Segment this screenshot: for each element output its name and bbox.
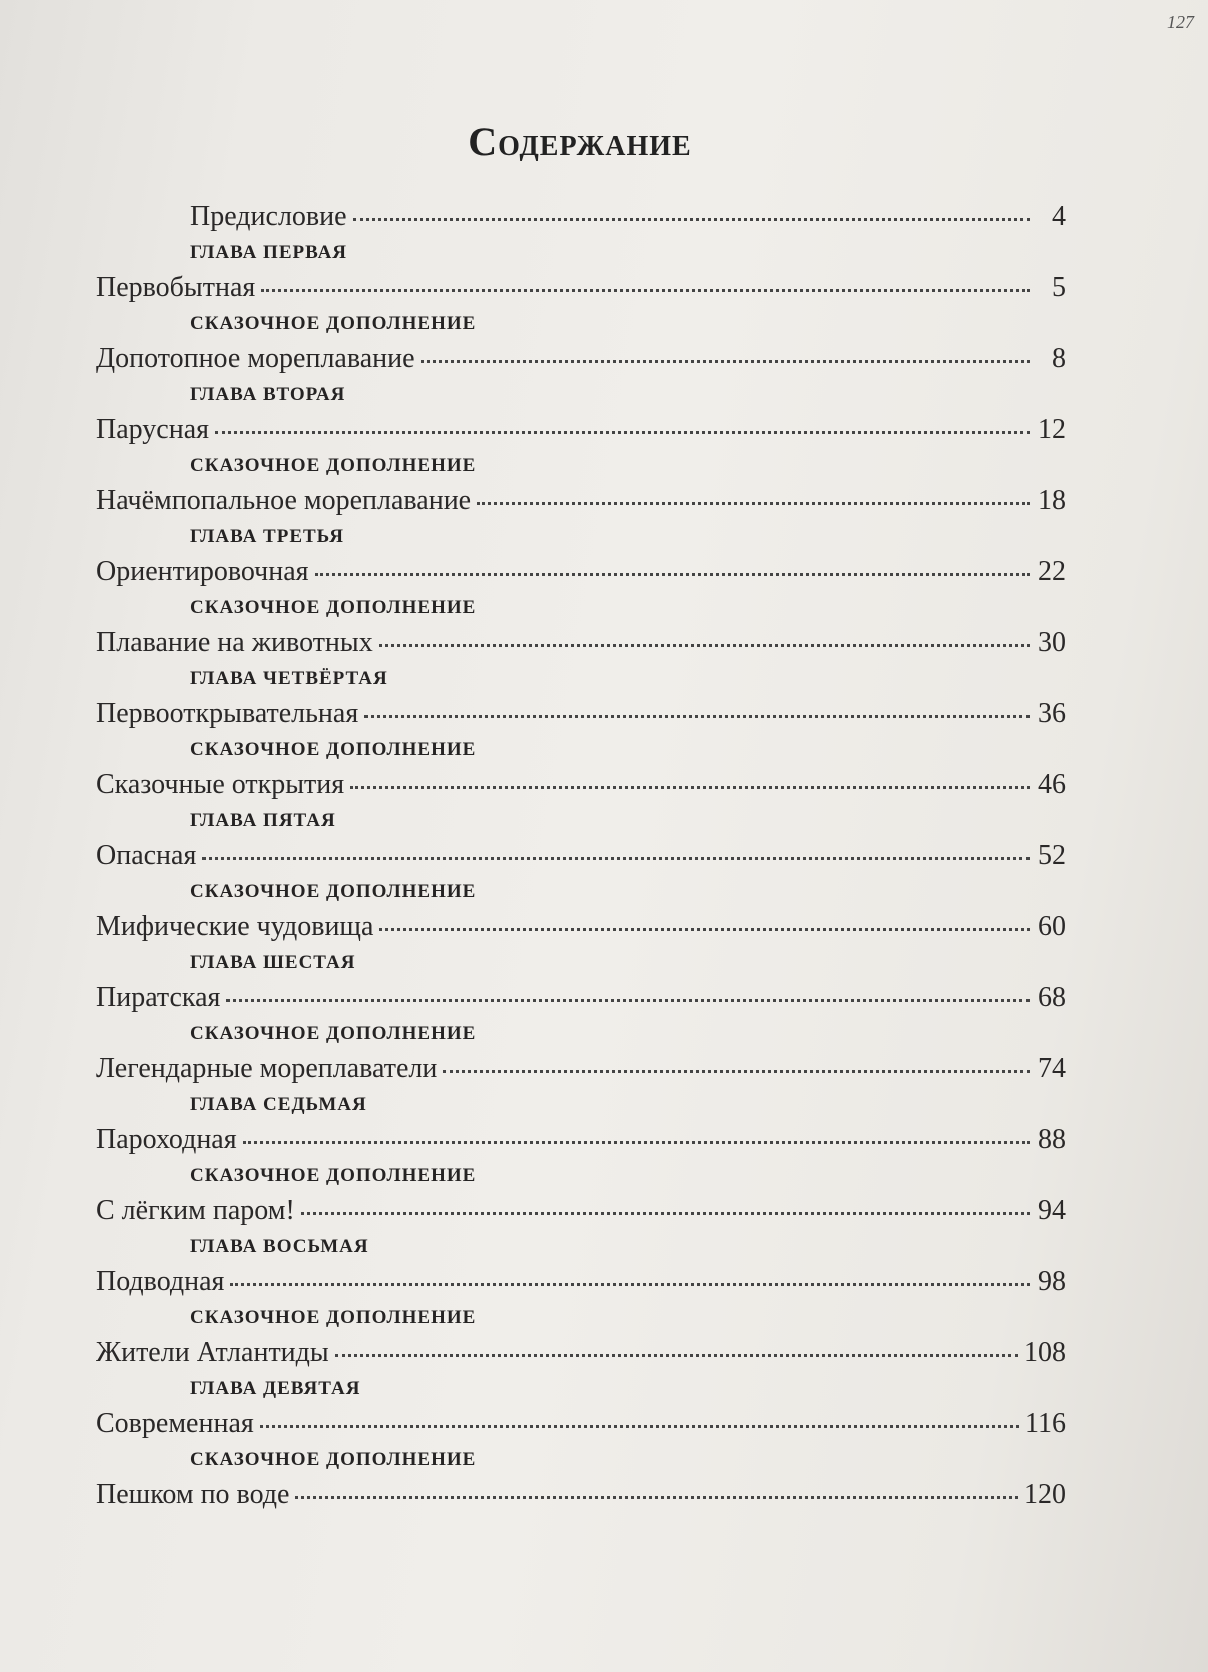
- toc-entry-supplement[interactable]: [96, 765, 1066, 805]
- toc-entry-page: 4: [1052, 201, 1066, 232]
- toc-entry-supplement[interactable]: [96, 1049, 1066, 1089]
- toc-entry-chapter[interactable]: [96, 978, 1066, 1018]
- chapter-list: [96, 237, 1066, 1515]
- dot-leader: [301, 1212, 1030, 1215]
- chapter-heading: ГЛАВА ЧЕТВЁРТАЯ: [190, 668, 388, 689]
- toc-entry-title: Начёмпопальное мореплавание: [96, 485, 472, 516]
- chapter-heading: ГЛАВА ТРЕТЬЯ: [190, 526, 344, 547]
- toc-entry-page: 46: [1038, 769, 1066, 800]
- dot-leader: [421, 360, 1030, 363]
- toc-entry-page: 98: [1038, 1266, 1066, 1297]
- chapter-heading: ГЛАВА ПЕРВАЯ: [190, 242, 348, 263]
- supplement-heading: СКАЗОЧНОЕ ДОПОЛНЕНИЕ: [190, 739, 477, 760]
- page-number: 127: [1167, 12, 1194, 32]
- toc-entry-title: Пароходная: [96, 1124, 237, 1155]
- toc-entry-chapter[interactable]: [96, 1120, 1066, 1160]
- dot-leader: [261, 289, 1030, 292]
- dot-leader: [335, 1354, 1018, 1357]
- toc-entry-supplement[interactable]: [96, 623, 1066, 663]
- toc-entry-supplement[interactable]: [96, 1333, 1066, 1373]
- dot-leader: [379, 928, 1030, 931]
- toc-entry-page: 108: [1024, 1337, 1066, 1368]
- chapter-group: [96, 379, 1066, 521]
- dot-leader: [215, 431, 1030, 434]
- toc-entry-page: 8: [1052, 343, 1066, 374]
- toc-entry-title: Пиратская: [96, 982, 221, 1013]
- toc-entry-chapter[interactable]: [96, 1404, 1066, 1444]
- chapter-group: [96, 237, 1066, 379]
- toc-entry-supplement[interactable]: [96, 1475, 1066, 1515]
- toc-entry-page: 18: [1038, 485, 1066, 516]
- toc-entry-page: 88: [1038, 1124, 1066, 1155]
- toc-entry-page: 94: [1038, 1195, 1066, 1226]
- toc-entry-page: 5: [1052, 272, 1066, 303]
- toc-entry-supplement[interactable]: [96, 481, 1066, 521]
- dot-leader: [443, 1070, 1030, 1073]
- toc-entry-title: Подводная: [96, 1266, 225, 1297]
- dot-leader: [350, 786, 1030, 789]
- toc-entry-page: 30: [1038, 627, 1066, 658]
- chapter-group: [96, 1089, 1066, 1231]
- toc-entry-page: 52: [1038, 840, 1066, 871]
- dot-leader: [295, 1496, 1018, 1499]
- toc-entry-chapter[interactable]: [96, 410, 1066, 450]
- toc-entry-page: 120: [1024, 1479, 1066, 1510]
- toc-entry-chapter[interactable]: [96, 694, 1066, 734]
- dot-leader: [230, 1283, 1030, 1286]
- dot-leader: [379, 644, 1030, 647]
- chapter-group: [96, 1231, 1066, 1373]
- chapter-group: [96, 947, 1066, 1089]
- toc-entry-page: 12: [1038, 414, 1066, 445]
- chapter-heading: ГЛАВА СЕДЬМАЯ: [190, 1094, 367, 1115]
- toc-entry-title: Первооткрывательная: [96, 698, 359, 729]
- chapter-heading: ГЛАВА ВОСЬМАЯ: [190, 1236, 369, 1257]
- toc-entry-supplement[interactable]: [96, 339, 1066, 379]
- supplement-heading: СКАЗОЧНОЕ ДОПОЛНЕНИЕ: [190, 881, 477, 902]
- dot-leader: [477, 502, 1030, 505]
- toc-entry-title: Плавание на животных: [96, 627, 373, 658]
- dot-leader: [243, 1141, 1030, 1144]
- dot-leader: [315, 573, 1030, 576]
- dot-leader: [226, 999, 1030, 1002]
- toc-entry-title: Мифические чудовища: [96, 911, 374, 942]
- supplement-heading: СКАЗОЧНОЕ ДОПОЛНЕНИЕ: [190, 1307, 477, 1328]
- supplement-heading: СКАЗОЧНОЕ ДОПОЛНЕНИЕ: [190, 313, 477, 334]
- toc-entry-title: Сказочные открытия: [96, 769, 345, 800]
- toc-entry-title: Предисловие: [190, 201, 347, 232]
- toc-entry-chapter[interactable]: [96, 268, 1066, 308]
- supplement-heading: СКАЗОЧНОЕ ДОПОЛНЕНИЕ: [190, 1165, 477, 1186]
- toc-entry-page: 116: [1025, 1408, 1066, 1439]
- toc-entry-page: 22: [1038, 556, 1066, 587]
- toc-entry-title: Парусная: [96, 414, 209, 445]
- toc-entry-preface[interactable]: [96, 197, 1066, 237]
- toc-entry-supplement[interactable]: [96, 907, 1066, 947]
- table-of-contents: [96, 197, 1066, 1515]
- toc-entry-page: 36: [1038, 698, 1066, 729]
- toc-entry-chapter[interactable]: [96, 1262, 1066, 1302]
- supplement-heading: СКАЗОЧНОЕ ДОПОЛНЕНИЕ: [190, 597, 477, 618]
- toc-entry-title: Жители Атлантиды: [96, 1337, 329, 1368]
- toc-entry-title: Первобытная: [96, 272, 256, 303]
- dot-leader: [260, 1425, 1019, 1428]
- chapter-heading: ГЛАВА ШЕСТАЯ: [190, 952, 356, 973]
- supplement-heading: СКАЗОЧНОЕ ДОПОЛНЕНИЕ: [190, 455, 477, 476]
- chapter-heading: ГЛАВА ДЕВЯТАЯ: [190, 1378, 361, 1399]
- toc-entry-page: 60: [1038, 911, 1066, 942]
- toc-entry-title: Допотопное мореплавание: [96, 343, 415, 374]
- supplement-heading: СКАЗОЧНОЕ ДОПОЛНЕНИЕ: [190, 1449, 477, 1470]
- chapter-heading: ГЛАВА ПЯТАЯ: [190, 810, 336, 831]
- toc-entry-title: Современная: [96, 1408, 254, 1439]
- dot-leader: [364, 715, 1030, 718]
- supplement-heading: СКАЗОЧНОЕ ДОПОЛНЕНИЕ: [190, 1023, 477, 1044]
- dot-leader: [202, 857, 1030, 860]
- chapter-group: [96, 805, 1066, 947]
- chapter-group: [96, 663, 1066, 805]
- toc-entry-title: Ориентировочная: [96, 556, 309, 587]
- toc-entry-title: С лёгким паром!: [96, 1195, 295, 1226]
- chapter-group: [96, 1373, 1066, 1515]
- toc-entry-chapter[interactable]: [96, 836, 1066, 876]
- toc-entry-supplement[interactable]: [96, 1191, 1066, 1231]
- page-title: Содержание: [468, 119, 692, 164]
- toc-entry-title: Пешком по воде: [96, 1479, 290, 1510]
- toc-entry-title: Опасная: [96, 840, 197, 871]
- dot-leader: [353, 218, 1030, 221]
- chapter-heading: ГЛАВА ВТОРАЯ: [190, 384, 346, 405]
- toc-entry-page: 68: [1038, 982, 1066, 1013]
- toc-entry-title: Легендарные мореплаватели: [96, 1053, 438, 1084]
- toc-entry-page: 74: [1038, 1053, 1066, 1084]
- toc-entry-chapter[interactable]: [96, 552, 1066, 592]
- chapter-group: [96, 521, 1066, 663]
